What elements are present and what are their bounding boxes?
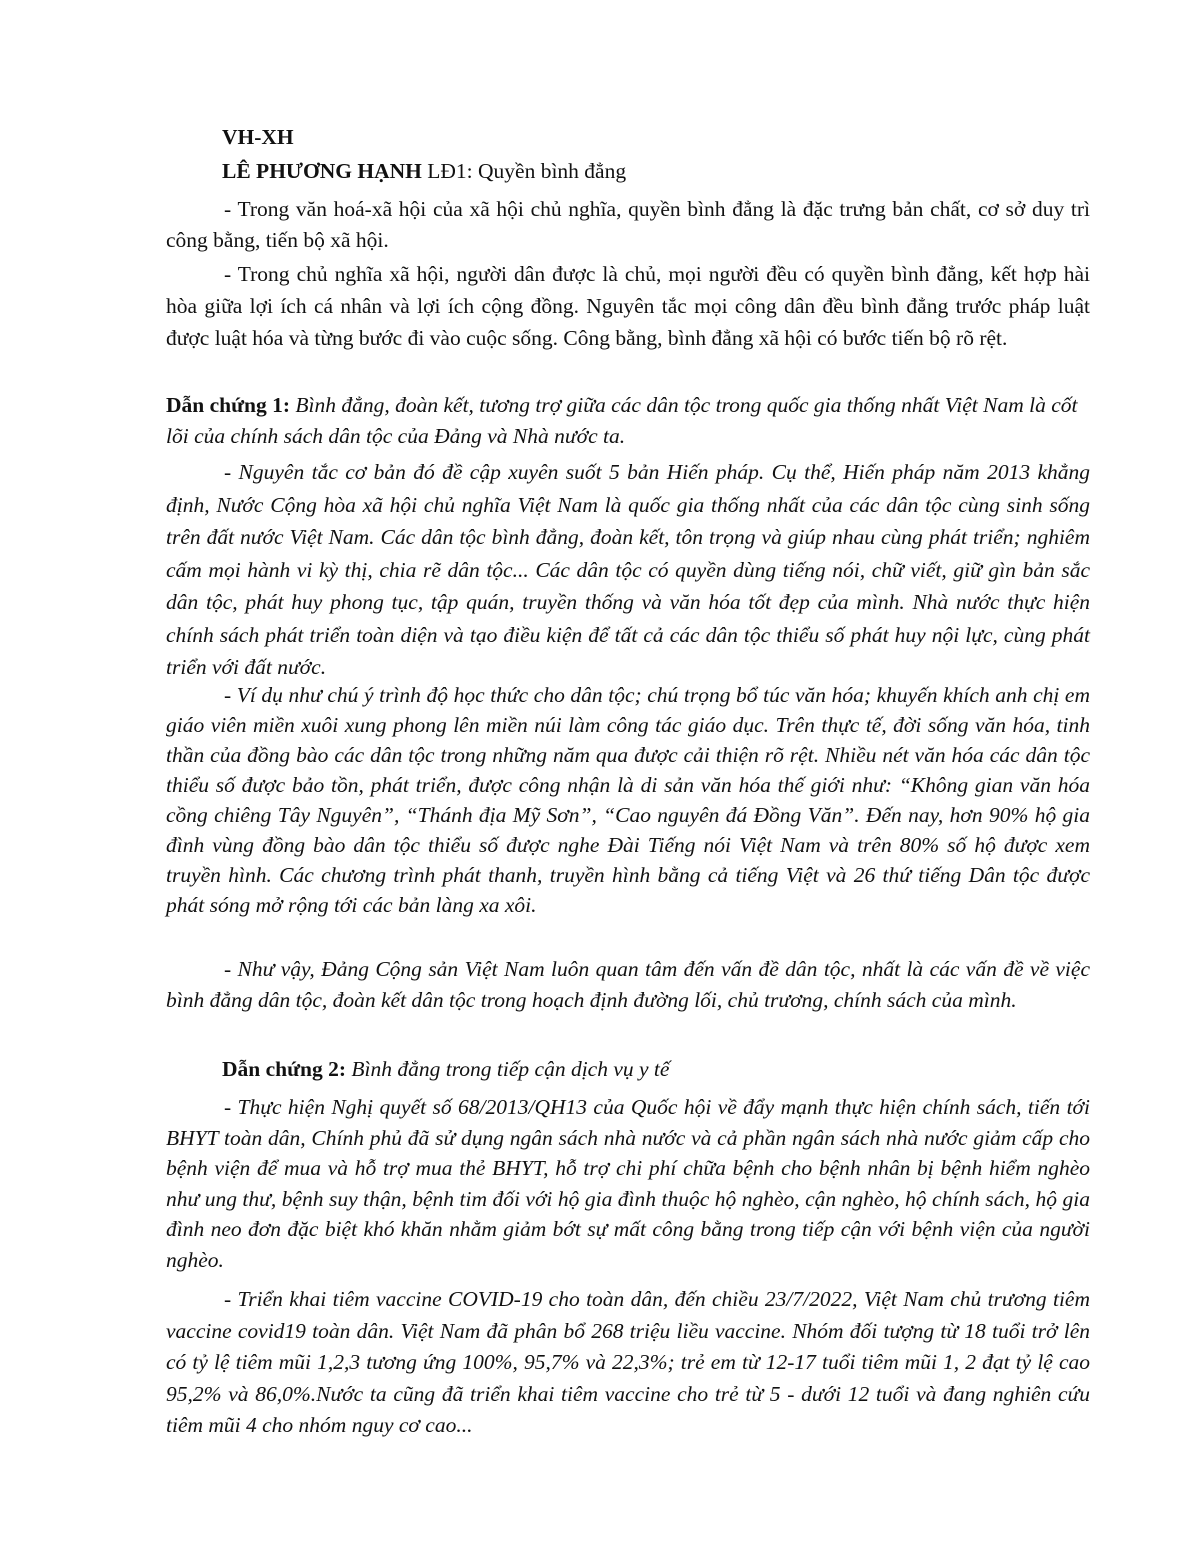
evidence-2-label: Dẫn chứng 2: <box>222 1057 347 1081</box>
evidence-2-paragraph-1: - Thực hiện Nghị quyết số 68/2013/QH13 của Quốc hội về đẩy mạnh thực hiện chính sách, tiến tới BHYT toàn dân, Chính phủ đã sử dụng ngân sách nhà nước và cả phần ngân sách nhà nước giảm cấp cho bệnh viện để mua và hỗ trợ mua thẻ BHYT, hỗ trợ chi phí chữa bệnh cho bệnh nhân bị bệnh hiểm nghèo như ung thư, bệnh suy thận, bệnh tim đối với hộ gia đình thuộc hộ nghèo, cận nghèo, hộ chính sách, hộ gia đình neo đơn đặc biệt khó khăn nhằm giảm bớt sự mất công bằng trong tiếp cận với bệnh viện của người nghèo. <box>166 1095 1090 1272</box>
evidence-1-title: Bình đẳng, đoàn kết, tương trợ giữa các dân tộc trong quốc gia thống nhất Việt Nam là cốt lõi của chính sách dân tộc của Đảng và Nhà nước ta. <box>166 393 1078 448</box>
evidence-1-paragraph-3: - Như vậy, Đảng Cộng sản Việt Nam luôn quan tâm đến vấn đề dân tộc, nhất là các vấn đề về việc bình đẳng dân tộc, đoàn kết dân tộc trong hoạch định đường lối, chủ trương, chính sách của mình. <box>166 957 1090 1012</box>
doc-header: VH-XH <box>222 125 294 149</box>
evidence-1-paragraph-1: - Nguyên tắc cơ bản đó đề cập xuyên suốt 5 bản Hiến pháp. Cụ thể, Hiến pháp năm 2013 khẳng định, Nước Cộng hòa xã hội chủ nghĩa Việt Nam là quốc gia thống nhất của các dân tộc cùng sinh sống trên đất nước Việt Nam. Các dân tộc bình đẳng, đoàn kết, tôn trọng và giúp nhau cùng phát triển; nghiêm cấm mọi hành vi kỳ thị, chia rẽ dân tộc... Các dân tộc có quyền dùng tiếng nói, chữ viết, giữ gìn bản sắc dân tộc, phát huy phong tục, tập quán, truyền thống và văn hóa tốt đẹp của mình. Nhà nước thực hiện chính sách phát triển toàn diện và tạo điều kiện để tất cả các dân tộc thiểu số phát huy nội lực, cùng phát triển với đất nước. <box>166 460 1090 679</box>
evidence-2-title: Bình đẳng trong tiếp cận dịch vụ y tế <box>346 1057 670 1081</box>
topic-title: LĐ1: Quyền bình đẳng <box>421 159 627 183</box>
author-name: LÊ PHƯƠNG HẠNH <box>222 159 422 183</box>
evidence-1-heading <box>166 390 1090 452</box>
intro-paragraph-2: - Trong chủ nghĩa xã hội, người dân được là chủ, mọi người đều có quyền bình đẳng, kết hợp hài hòa giữa lợi ích cá nhân và lợi ích cộng đồng. Nguyên tắc mọi công dân đều bình đẳng trước pháp luật được luật hóa và từng bước đi vào cuộc sống. Công bằng, bình đẳng xã hội có bước tiến bộ rõ rệt. <box>166 262 1090 350</box>
evidence-1-label: Dẫn chứng 1: <box>166 393 291 417</box>
evidence-2-paragraph-2: - Triển khai tiêm vaccine COVID-19 cho toàn dân, đến chiều 23/7/2022, Việt Nam chủ trương tiêm vaccine covid19 toàn dân. Việt Nam đã phân bổ 268 triệu liều vaccine. Nhóm đối tượng từ 18 tuổi trở lên có tỷ lệ tiêm mũi 1,2,3 tương ứng 100%, 95,7% và 22,3%; trẻ em từ 12-17 tuổi tiêm mũi 1, 2 đạt tỷ lệ cao 95,2% và 86,0%.Nước ta cũng đã triển khai tiêm vaccine cho trẻ từ 5 - dưới 12 tuổi và đang nghiên cứu tiêm mũi 4 cho nhóm nguy cơ cao... <box>166 1287 1090 1437</box>
evidence-2-heading <box>222 1054 1090 1085</box>
evidence-1-paragraph-2: - Ví dụ như chú ý trình độ học thức cho dân tộc; chú trọng bổ túc văn hóa; khuyến khích anh chị em giáo viên miền xuôi xung phong lên miền núi làm công tác giáo dục. Trên thực tế, đời sống văn hóa, tinh thần của đồng bào các dân tộc trong những năm qua được cải thiện rõ rệt. Nhiều nét văn hóa các dân tộc thiểu số được bảo tồn, phát triển, được công nhận là di sản văn hóa thế giới như: “Không gian văn hóa cồng chiêng Tây Nguyên”, “Thánh địa Mỹ Sơn”, “Cao nguyên đá Đồng Văn”. Đến nay, hơn 90% hộ gia đình vùng đồng bào dân tộc thiểu số được nghe Đài Tiếng nói Việt Nam và trên 80% số hộ được xem truyền hình. Các chương trình phát thanh, truyền hình bằng cả tiếng Việt và 26 thứ tiếng Dân tộc được phát sóng mở rộng tới các bản làng xa xôi. <box>166 683 1090 917</box>
intro-paragraph-1: - Trong văn hoá-xã hội của xã hội chủ nghĩa, quyền bình đẳng là đặc trưng bản chất, cơ sở duy trì công bằng, tiến bộ xã hội. <box>166 197 1090 252</box>
author-line <box>222 156 626 187</box>
